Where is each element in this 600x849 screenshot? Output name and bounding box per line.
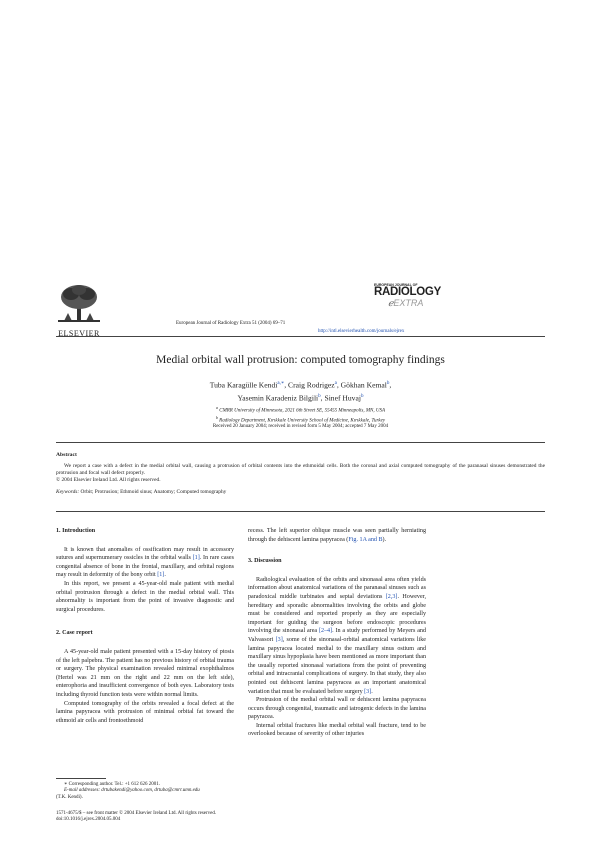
affiliation-b-text: Radiology Department, Kırıkkale University School of Medicine, Kırıkkale, Turkey [219,418,386,424]
case-paragraph-2: Computed tomography of the orbits revealed a focal defect at the lamina papyracea with protrusion of minimal orbital fat toward the ethmoid air cells and frontoethmoid [56,700,234,724]
keywords-list: Orbit; Protrusion; Ethmoid sinus; Anatomy; Computed tomography [80,489,227,495]
footnote-name: (T.K. Kendi). [56,794,83,800]
title-rule [56,442,545,443]
affiliation-a-marker: a [215,405,218,410]
intro-p1-text-a: It is known that anomalies of ossification may result in accessory sutures and supernumerary ossicles in the orbital walls [56,546,234,562]
discussion-heading: 3. Discussion [248,558,282,565]
elsevier-tree-icon [56,283,102,323]
right-column [248,527,426,739]
ref-link-3b[interactable]: [3] [364,688,372,695]
author-huvaj-affiliation[interactable]: b [360,393,364,399]
author-rodrigez-affiliation[interactable]: a [334,381,337,386]
abstract-copyright: © 2004 Elsevier Ireland Ltd. All rights reserved. [56,477,161,483]
disc-p1-text-a: Radiological evaluation of the orbits and sinonasal area often yields information about anatomical variations of the paranasal sinuses such as paradoxical middle turbinates and septal deviations [248,576,426,600]
abstract-text: We report a case with a defect in the medial orbital wall, causing a protrusion of orbital contents into the ethmoidal cells. Both the coronal and axial computed tomography of the paranasal sinuses demonstrated the protrusion and focal wall defect properly. [56,463,545,476]
ref-link-1b[interactable]: [1] [157,572,165,579]
author-bilgili-affiliation[interactable]: b [318,393,321,399]
author-kendi: Tuba Karagülle Kendi [209,380,278,390]
disc-p1-text-c: . In a study performed by Meyers and Valvassori [248,628,426,643]
footnote-email-text: E-mail addresses: drtubakendi@yahoo.com, drtuba@cmrr.umn.edu [64,788,200,794]
abstract-heading: Abstract [56,452,77,458]
affiliations [56,405,545,425]
author-huvaj: , Sinef Huvaj [320,393,361,403]
author-line-2 [56,391,545,404]
intro-p1-text-b: . In rare cases congenital absence of bone in the frontal, maxillary, and orbital regions may result in deformity of the bony orbit [56,555,234,579]
doi-line: doi:10.1016/j.ejrex.2004.05.004 [56,817,121,823]
author-bilgili: Yasemin Karadeniz Bilgili [237,393,319,403]
logo-extra-text [388,298,454,308]
discussion-paragraph-2: Protrusion of the medial orbital wall or dehiscent lamina papyracea occurs through congenital, traumatic and iatrogenic defects in the lamina papyracea. [248,697,426,721]
author-line-1 [56,378,545,391]
abstract-section [56,452,545,496]
received-dates: Received 20 January 2004; received in revised form 5 May 2004; accepted 7 May 2004 [212,424,389,429]
author-kemal: , Gökhan Kemal [336,380,387,390]
affiliation-b-marker: b [215,414,218,420]
elsevier-logo [56,283,102,338]
abstract-rule [56,511,545,512]
issn-line: 1571-4675/$ – see front matter © 2004 Elsevier Ireland Ltd. All rights reserved. [56,811,217,816]
left-column [56,527,234,725]
figure-link[interactable]: Fig. 1A and B [348,536,383,543]
ref-link-3[interactable]: [3] [275,636,283,643]
logo-e-mark: ℯ [388,298,394,308]
recess-paragraph [248,527,426,544]
journal-logo [374,283,454,323]
logo-top-text: EUROPEAN JOURNAL OF [374,283,418,287]
author-list [56,378,545,403]
footnotes [56,782,238,801]
affiliation-a-text: CMRR University of Minnesota, 2021 6th Street SE, 55455 Minneapolis, MN, USA [219,408,386,414]
intro-paragraph-1 [56,546,234,580]
recess-text-b: ). [382,536,387,543]
disc-p1-text-b: . However, hereditary and sporadic abnormalities involving the orbits and globe must be considered and reported properly as they are especially important for guiding the surgeon before endoscopic procedures involving the sinonasal area [248,593,426,635]
author-kemal-affiliation[interactable]: b [386,381,390,386]
article-title: Medial orbital wall protrusion: computed tomography findings [156,354,445,366]
intro-paragraph-2: In this report, we present a 45-year-old male patient with medial orbital protrusion through a defect in the medial orbital wall. This abnormality is important from the point of invasive diagnostic and surgical procedures. [56,580,234,613]
publisher-name: ELSEVIER [58,329,100,338]
ref-link-2-3[interactable]: [2,3] [385,593,398,600]
discussion-paragraph-3: Internal orbital fractures like medial orbital wall fracture, tend to be overlooked because of severity of other injuries [248,722,426,738]
disc-p1-text-d: , some of the sinonasal-orbital anatomical variations like lamina papyracea located medial to the maxillary sinus ostium and maxillary sinus hypoplasia have been mentioned as more important than the usually reported sinonasal variations from the point of preventing orbital and intracranial complications of surgery. In that study, they also pointed out dehiscent lamina papyracea as an important anatomical variation that must be evaluated before surgery [248,636,426,695]
discussion-paragraph-1 [248,576,426,696]
intro-heading: 1. Introduction [56,528,96,534]
abstract-keywords [56,489,545,496]
ref-link-2-4[interactable]: [2–4] [318,628,333,635]
bottom-matter [56,811,356,824]
ref-link-1[interactable]: [1] [192,555,200,562]
case-paragraph-1: A 45-year-old male patient presented with a 15-day history of ptosis of the left palpebra. The patient has no previous history of orbital trauma or surgery. The physical examination revealed minimal exophthalmos (Hertel was 21 mm on the right and 22 mm on the left side), enterophoria and insufficient convergence of both eyes. Laboratory tests including thyroid function tests were within normal limits. [56,648,234,698]
intro-p1-text-c: . [164,572,166,579]
footnote-corresponding: ∗ Corresponding author. Tel.: +1 612 626 2001. [64,782,161,787]
footnote-rule [56,778,106,779]
author-kendi-affiliation[interactable]: a,∗ [277,381,285,386]
affiliation-a [56,405,545,415]
keywords-label: Keywords: [56,489,80,495]
recess-text-a: recess. The left superior oblique muscle was seen partially herniating through the dehiscent lamina papyracea ( [248,528,426,543]
journal-url[interactable]: http://intl.elsevierhealth.com/journals/ejrex [318,329,405,334]
header-rule [56,336,545,337]
logo-extra-word: EXTRA [393,298,424,308]
disc-p1-text-e: . [371,688,373,695]
author-rodrigez: , Craig Rodrigez [284,380,335,390]
logo-main-text: RADIOLOGY [374,286,441,298]
case-heading: 2. Case report [56,630,93,637]
journal-citation: European Journal of Radiology Extra 51 (2004) 69–71 [176,321,286,326]
author-separator: , [389,380,392,390]
